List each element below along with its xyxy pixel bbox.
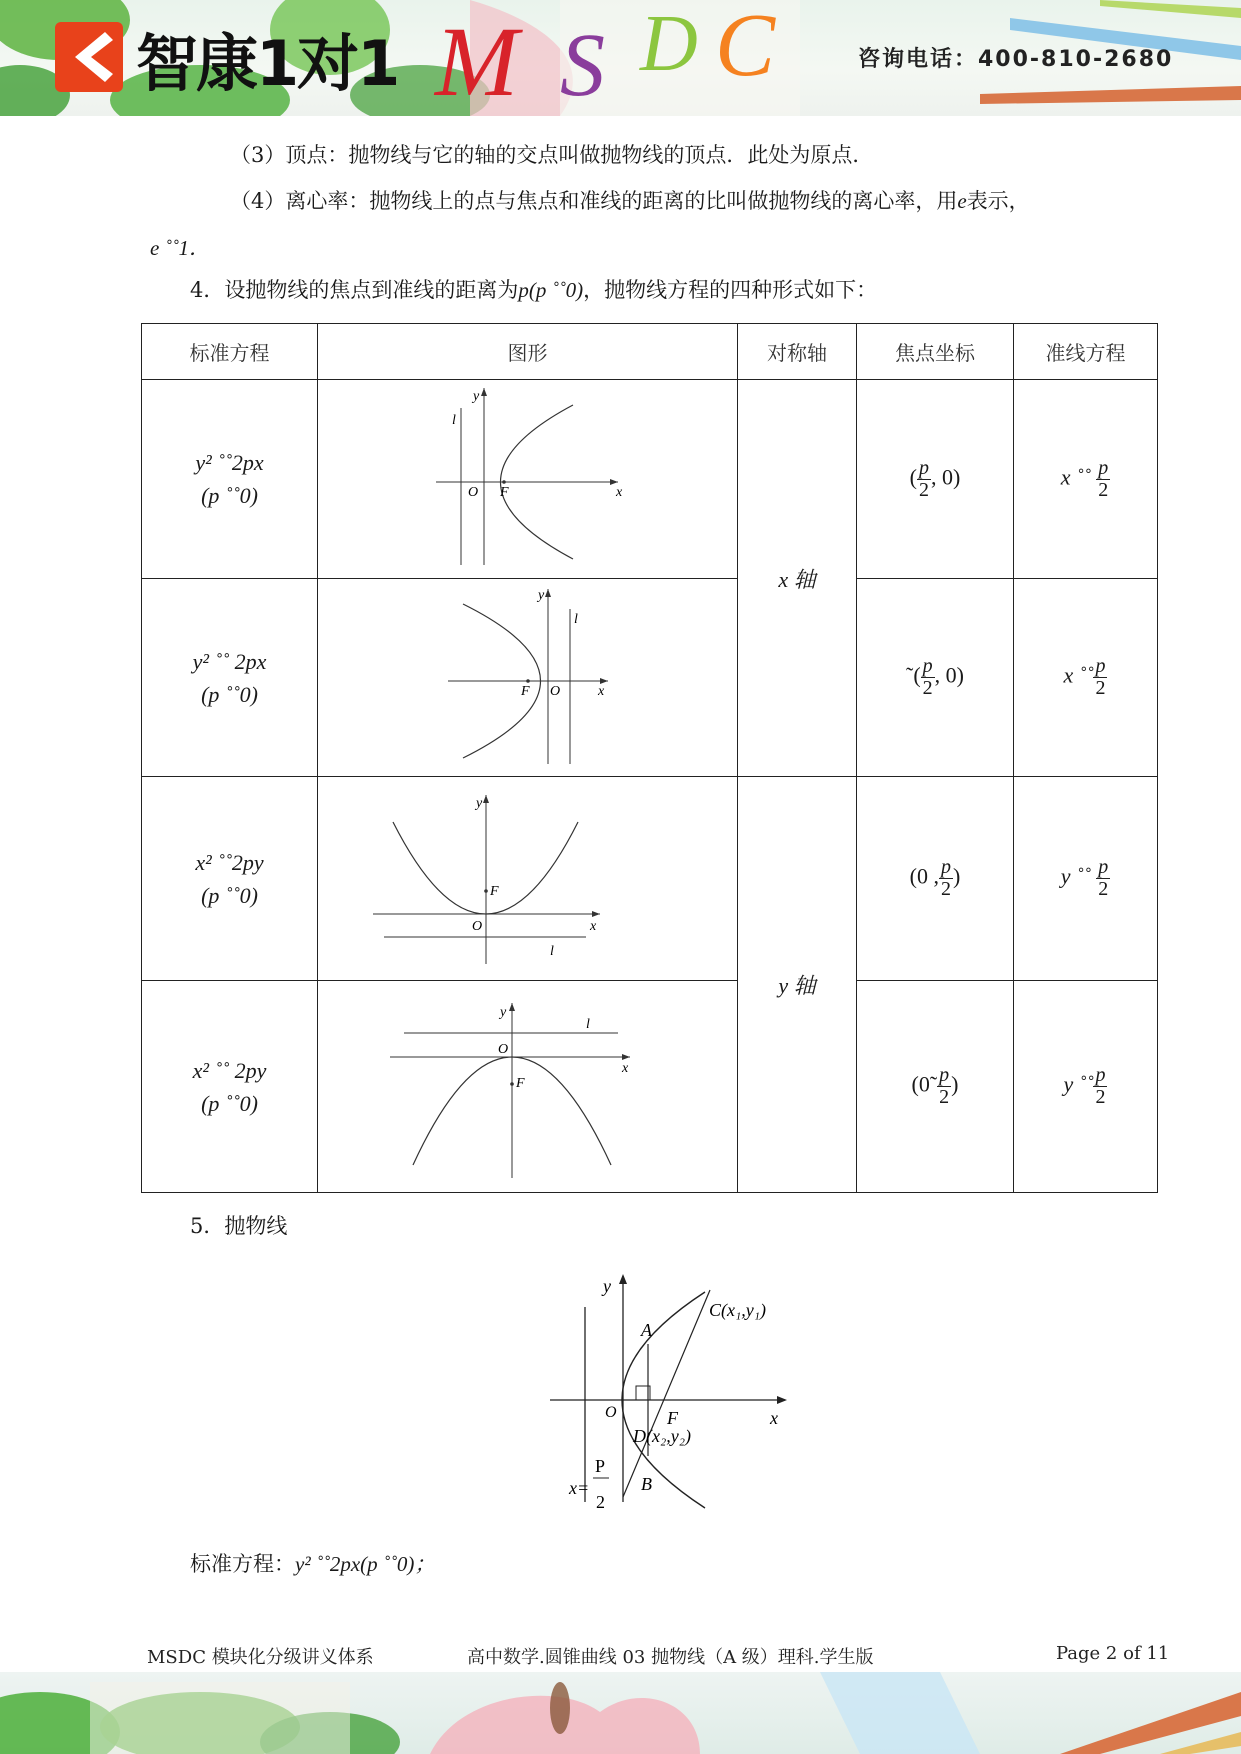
symmetry-axis-y: y 轴 (778, 973, 816, 998)
standard-label: 标准方程： (190, 1552, 295, 1576)
label-o: O (468, 485, 479, 500)
fraction-numerator: p (939, 1064, 950, 1086)
equation-cell (142, 981, 318, 1193)
equation-condition: (p ˚˚0) (201, 882, 258, 908)
focus-suffix: ) (951, 1071, 959, 1097)
fraction-denominator: 2 (922, 677, 933, 699)
table-header-cell: 对称轴 (738, 324, 857, 380)
graph-right-opening (318, 380, 737, 574)
fraction-numerator: p (919, 456, 929, 479)
label-x: x (598, 684, 605, 699)
label-f: F (500, 485, 509, 500)
label-d: D(x₂,y₂) (633, 1426, 691, 1446)
table-header-cell: 图形 (318, 324, 738, 380)
graph-cell (318, 981, 738, 1193)
label-o: O (472, 919, 483, 934)
phone-number: 咨询电话：400-810-2680 (858, 47, 1174, 72)
item-4-eccentricity (230, 189, 1030, 214)
focus-fraction (917, 458, 931, 501)
equation-cell (142, 777, 318, 981)
focus-prefix: ( (909, 464, 917, 490)
equation-condition: (p ˚˚0) (201, 1090, 258, 1116)
axis-cell (738, 380, 857, 777)
fraction-denominator: 2 (1095, 677, 1106, 699)
label-c: C(x₁,y₁) (709, 1300, 766, 1320)
label-l: l (452, 413, 456, 428)
focus-suffix: , 0) (931, 464, 961, 490)
directrix-prefix: x ˚˚ (1063, 662, 1094, 688)
label-y: y (473, 389, 480, 404)
directrix-fraction (1096, 857, 1110, 900)
equation-text: y² ˚˚2px (195, 450, 264, 475)
parabola-forms-table (141, 323, 1158, 1193)
fraction-denominator: 2 (941, 878, 951, 900)
item-4-four-forms (190, 278, 877, 303)
item-3-vertex: （3）顶点：抛物线与它的轴的交点叫做抛物线的顶点．此处为原点． (230, 143, 874, 167)
label-two: 2 (596, 1492, 605, 1512)
directrix-prefix: x ˚˚ (1060, 464, 1091, 490)
label-f: F (490, 884, 499, 899)
fraction-denominator: 2 (939, 1086, 950, 1108)
footer-banner (0, 1672, 1241, 1754)
equation-text: x² ˚˚2py (195, 849, 264, 875)
fraction-numerator: p (1095, 655, 1106, 677)
label-a: A (641, 1320, 652, 1340)
equation-cell (142, 579, 318, 777)
svg-text:S: S (560, 16, 605, 115)
header-banner (0, 0, 1241, 116)
svg-text:C: C (715, 0, 776, 95)
item-4-four-forms-suffix: ，抛物线方程的四种形式如下： (583, 278, 878, 302)
item-4-suffix: 表示， (966, 189, 1030, 213)
directrix-cell (1014, 579, 1158, 777)
table-row (142, 579, 1158, 777)
fraction-denominator: 2 (1098, 878, 1109, 900)
table-header-cell: 焦点坐标 (857, 324, 1014, 380)
label-o: O (550, 684, 561, 699)
equation-cell (142, 380, 318, 579)
table-row (142, 981, 1158, 1193)
focus-suffix: ) (953, 863, 961, 889)
directrix-fraction (1093, 1065, 1107, 1108)
label-directrix-x: x= (569, 1478, 590, 1498)
fraction-numerator: p (922, 655, 933, 677)
label-y: y (500, 1005, 507, 1020)
footer-decoration (0, 1672, 1241, 1754)
table-row (142, 777, 1158, 981)
axis-cell (738, 777, 857, 1193)
label-b: B (641, 1474, 652, 1494)
focus-cell (857, 579, 1014, 777)
label-l: l (574, 612, 578, 627)
fraction-numerator: p (1098, 456, 1109, 479)
focus-fraction (921, 656, 935, 699)
label-l: l (586, 1017, 590, 1032)
equation-condition: (p ˚˚0) (201, 681, 258, 707)
equation-condition: (p ˚˚0) (201, 483, 258, 508)
footer-page-number: Page 2 of 11 (1056, 1643, 1170, 1664)
item-5-parabola: 5．抛物线 (190, 1214, 288, 1238)
label-f: F (516, 1076, 525, 1091)
svg-text:D: D (640, 0, 698, 88)
directrix-cell (1014, 981, 1158, 1193)
label-x: x (622, 1061, 629, 1076)
label-f: F (521, 684, 530, 699)
svg-text:M: M (435, 6, 519, 116)
msdc-logo (430, 0, 790, 116)
graph-cell (318, 777, 738, 981)
focus-prefix: (0˜ (911, 1071, 938, 1097)
directrix-cell (1014, 777, 1158, 981)
label-x: x (590, 919, 597, 934)
brand-name: 智康1对1 (136, 27, 399, 100)
fraction-numerator: p (941, 856, 951, 878)
focus-fraction (939, 857, 953, 900)
fraction-denominator: 2 (1095, 1086, 1106, 1108)
directrix-fraction (1093, 656, 1107, 699)
footer-left: MSDC 模块化分级讲义体系 (147, 1647, 374, 1668)
label-p: P (595, 1456, 606, 1476)
graph-up-opening (318, 777, 737, 976)
table-header-row (142, 324, 1158, 380)
item-4-var: e (957, 189, 967, 213)
fraction-numerator: p (1095, 1064, 1106, 1086)
label-x: x (770, 1408, 778, 1428)
table-header-cell: 标准方程 (142, 324, 318, 380)
label-o: O (498, 1042, 509, 1057)
focus-fraction (937, 1065, 951, 1108)
item-4-eccentricity-value: e ˚˚1． (150, 236, 211, 260)
focus-prefix: ˜( (906, 662, 921, 688)
item-4-four-forms-prefix: 4．设抛物线的焦点到准线的距离为 (190, 278, 519, 302)
focus-cell (857, 380, 1014, 579)
standard-equation-line (190, 1552, 435, 1577)
item-4-prefix: （4）离心率：抛物线上的点与焦点和准线的距离的比叫做抛物线的离心率，用 (230, 189, 958, 213)
focus-cell (857, 981, 1014, 1193)
equation-text: y² ˚˚ 2px (192, 648, 267, 674)
graph-left-opening (318, 579, 737, 772)
label-o: O (605, 1404, 617, 1421)
footer-center: 高中数学.圆锥曲线 03 抛物线（A 级）理科.学生版 (467, 1647, 874, 1668)
graph-cell (318, 380, 738, 579)
label-l: l (550, 944, 554, 959)
label-y: y (603, 1276, 611, 1296)
directrix-cell (1014, 380, 1158, 579)
fraction-denominator: 2 (1098, 478, 1109, 501)
symmetry-axis-x: x 轴 (778, 566, 816, 592)
graph-cell (318, 579, 738, 777)
item-4-four-forms-math: p(p ˚˚0) (518, 278, 584, 302)
table-row (142, 380, 1158, 579)
label-y: y (538, 588, 545, 603)
label-x: x (616, 485, 623, 500)
fraction-numerator: p (1098, 856, 1109, 878)
directrix-fraction (1096, 458, 1110, 501)
focal-chord-figure (545, 1272, 805, 1512)
directrix-prefix: y ˚˚ (1060, 863, 1091, 889)
logo-icon (55, 22, 123, 92)
equation-text: x² ˚˚ 2py (192, 1057, 267, 1083)
standard-equation: y² ˚˚2px(p ˚˚0)； (295, 1552, 436, 1576)
focus-suffix: , 0) (934, 662, 964, 688)
graph-down-opening (318, 981, 737, 1188)
label-y: y (476, 796, 483, 811)
focus-prefix: (0 , (909, 863, 939, 889)
focus-cell (857, 777, 1014, 981)
label-f: F (667, 1408, 678, 1428)
table-header-cell: 准线方程 (1014, 324, 1158, 380)
directrix-prefix: y ˚˚ (1063, 1071, 1094, 1097)
fraction-denominator: 2 (919, 478, 929, 501)
